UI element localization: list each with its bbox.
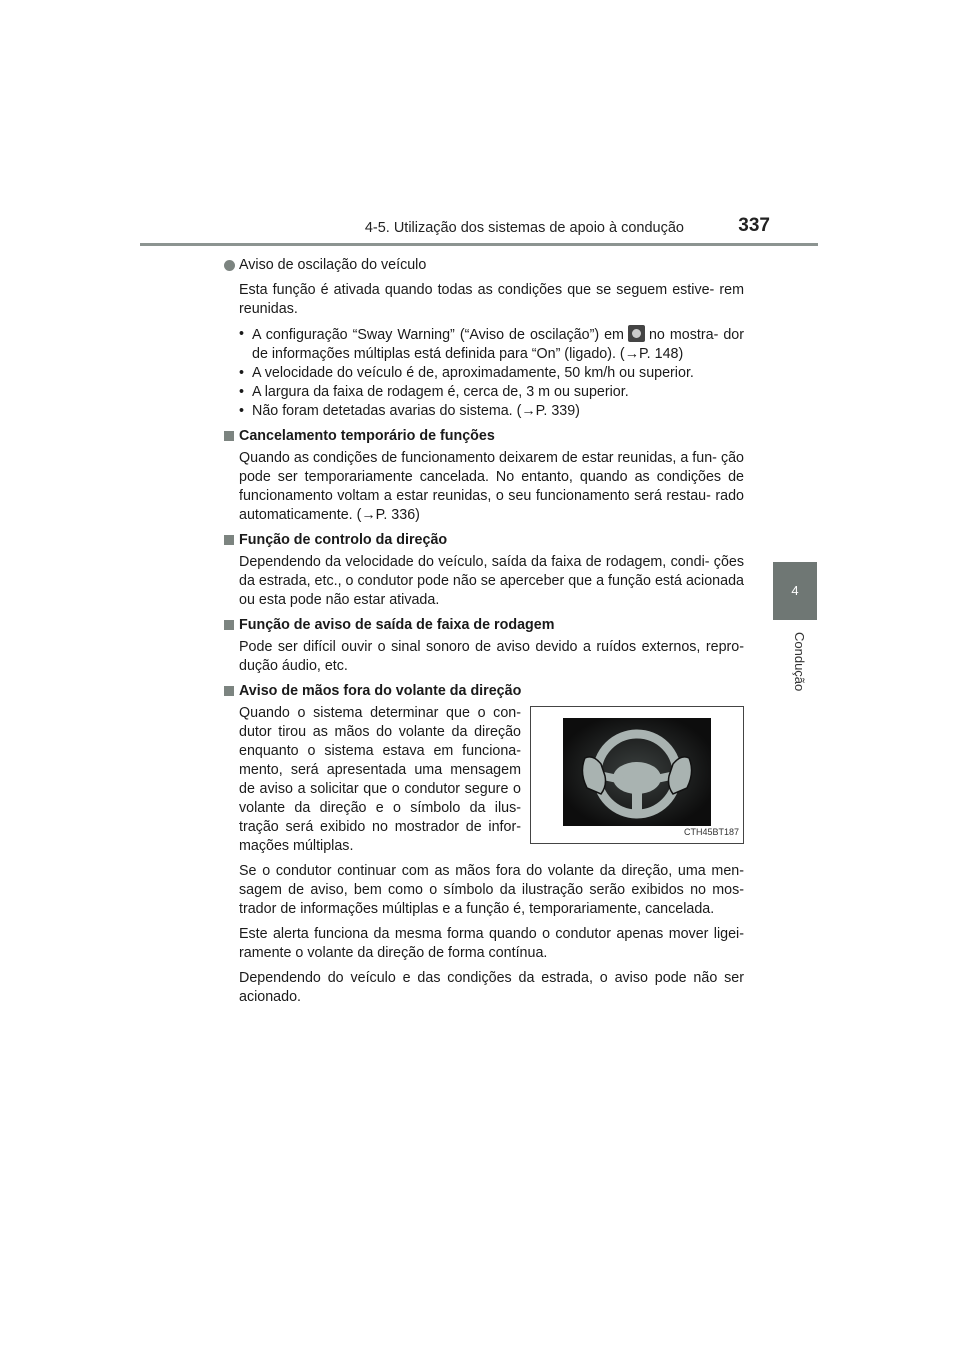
- heading-lane-departure: Função de aviso de saída de faixa de rodagem: [222, 616, 744, 635]
- steering-control-body: Dependendo da velocidade do veículo, saída da faixa de rodagem, condi- ções da estrada, etc., o condutor pode não se aperceber que a função está acionada ou esta pode não estar ativada.: [239, 554, 744, 608]
- hands-off-paragraph-4: Dependendo do veículo e das condições da estrada, o aviso pode não ser acionado.: [239, 970, 744, 1005]
- heading-hands-off: Aviso de mãos fora do volante da direção: [222, 682, 744, 701]
- hands-off-illustration: [530, 706, 744, 844]
- settings-gear-icon: [628, 325, 645, 342]
- cancel-body: Quando as condições de funcionamento deixarem de estar reunidas, a fun- ção pode ser temporariamente cancelada. No entanto, quando as condições de funcionamento voltam a estar reunidas, o seu funcionamento será restau- rado automaticamente. (→P. 336): [239, 450, 744, 523]
- lane-departure-body: Pode ser difícil ouvir o sinal sonoro de aviso devido a ruídos externos, repro- dução áudio, etc.: [239, 639, 744, 674]
- figure-code: CTH45BT187: [683, 827, 739, 837]
- page-content: [222, 256, 744, 1007]
- steering-wheel-hands-icon: [563, 718, 711, 826]
- section-title: 4-5. Utilização dos sistemas de apoio à condução: [364, 220, 684, 236]
- sway-title: Aviso de oscilação do veículo: [239, 257, 427, 273]
- list-item: • Não foram detetadas avarias do sistema. (→P. 339): [239, 403, 580, 419]
- hands-off-figure-text: Quando o sistema determinar que o con- dutor tirou as mãos do volante da direção enquanto o sistema estava em funciona- mento, será apresentada uma mensagem de aviso a solicitar que o condutor segure o volante da direção e o símbolo da ilus- tração será exibido no mostrador de infor- mações múltiplas.: [239, 705, 521, 854]
- hands-off-figure-row: [222, 704, 744, 856]
- page-header: [140, 212, 818, 246]
- header-rule: [140, 243, 818, 246]
- display-screen: [563, 718, 711, 826]
- square-bullet-icon: [224, 620, 234, 630]
- list-item: • A velocidade do veículo é de, aproximadamente, 50 km/h ou superior.: [239, 365, 694, 381]
- page-number: 337: [738, 215, 770, 236]
- heading-cancel: Cancelamento temporário de funções: [222, 427, 744, 446]
- square-bullet-icon: [224, 686, 234, 696]
- sway-conditions: [239, 325, 744, 421]
- list-item: • A largura da faixa de rodagem é, cerca de, 3 m ou superior.: [239, 384, 629, 400]
- heading-steering-control: Função de controlo da direção: [222, 531, 744, 550]
- circle-bullet-icon: [224, 260, 235, 271]
- square-bullet-icon: [224, 431, 234, 441]
- chapter-label: Condução: [792, 632, 807, 692]
- list-item: • A configuração “Sway Warning” (“Aviso de oscilação”) em no mostra- dor de informações múltiplas está definida para “On” (ligado). (→P. 148): [239, 326, 745, 362]
- chapter-tab: 4: [773, 562, 817, 620]
- sway-heading: [222, 256, 744, 275]
- square-bullet-icon: [224, 535, 234, 545]
- sway-intro: Esta função é ativada quando todas as condições que se seguem estive- rem reunidas.: [239, 282, 744, 317]
- hands-off-paragraph-3: Este alerta funciona da mesma forma quando o condutor apenas mover ligei- ramente o volante da direção de forma contínua.: [239, 926, 744, 961]
- hands-off-paragraph-2: Se o condutor continuar com as mãos fora do volante da direção, uma men- sagem de aviso, bem como o símbolo da ilustração serão exibidos no mos- trador de informações múltiplas e a função é, temporariamente, cancelada.: [239, 863, 744, 917]
